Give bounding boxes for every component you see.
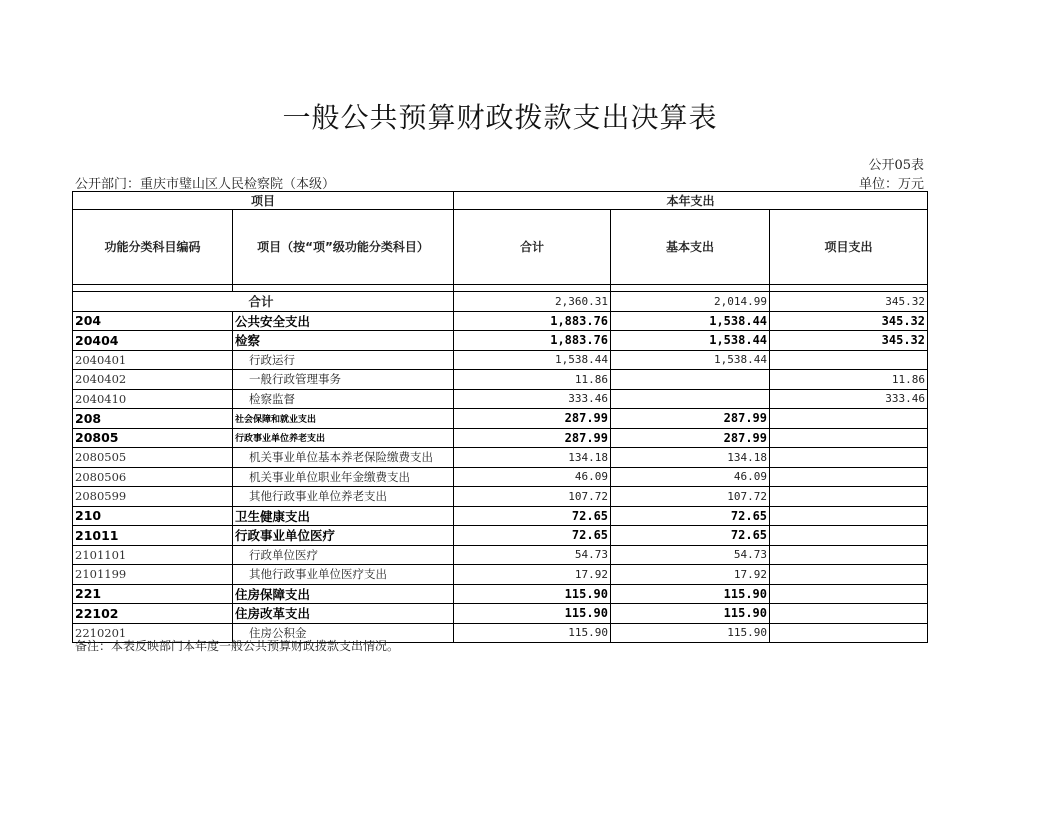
cell-total: 1,538.44 (454, 350, 611, 370)
cell-total: 115.90 (454, 623, 611, 643)
cell-code: 2040402 (73, 370, 233, 390)
table-row (73, 526, 928, 546)
cell-name: 行政事业单位养老支出 (233, 428, 454, 448)
header-row-group (73, 192, 928, 210)
expenditure-table (72, 191, 928, 643)
cell-project: 345.32 (770, 311, 928, 331)
cell-project (770, 545, 928, 565)
table-row (73, 370, 928, 390)
cell-code: 2080506 (73, 467, 233, 487)
cell-total: 115.90 (454, 584, 611, 604)
header-name: 项目（按“项”级功能分类科目） (233, 210, 454, 285)
header-project: 项目支出 (770, 210, 928, 285)
cell-code: 208 (73, 409, 233, 429)
cell-code: 2080599 (73, 487, 233, 507)
header-basic: 基本支出 (611, 210, 770, 285)
cell-name: 行政运行 (233, 350, 454, 370)
header-current-year: 本年支出 (454, 192, 928, 210)
cell-total: 287.99 (454, 428, 611, 448)
cell-name: 检察监督 (233, 389, 454, 409)
table-row (73, 331, 928, 351)
cell-code: 22102 (73, 604, 233, 624)
cell-total: 17.92 (454, 565, 611, 585)
cell-project (770, 526, 928, 546)
cell-project (770, 350, 928, 370)
cell-name: 社会保障和就业支出 (233, 409, 454, 429)
cell-total: 54.73 (454, 545, 611, 565)
cell-name: 公共安全支出 (233, 311, 454, 331)
cell-code: 204 (73, 311, 233, 331)
cell-total: 107.72 (454, 487, 611, 507)
cell-project: 333.46 (770, 389, 928, 409)
header-code: 功能分类科目编码 (73, 210, 233, 285)
table-row (73, 428, 928, 448)
cell-name: 合计 (233, 292, 454, 312)
cell-basic: 1,538.44 (611, 350, 770, 370)
cell-project: 345.32 (770, 292, 928, 312)
cell-total: 2,360.31 (454, 292, 611, 312)
cell-basic: 115.90 (611, 623, 770, 643)
cell-total: 72.65 (454, 526, 611, 546)
cell-project: 345.32 (770, 331, 928, 351)
table-row (73, 467, 928, 487)
cell-total: 1,883.76 (454, 331, 611, 351)
cell-code: 21011 (73, 526, 233, 546)
cell-project (770, 428, 928, 448)
cell-name: 机关事业单位基本养老保险缴费支出 (233, 448, 454, 468)
cell-total: 115.90 (454, 604, 611, 624)
cell-total: 287.99 (454, 409, 611, 429)
cell-total: 46.09 (454, 467, 611, 487)
header-item: 项目 (73, 192, 454, 210)
cell-code (73, 292, 233, 312)
cell-basic: 115.90 (611, 584, 770, 604)
cell-name: 住房公积金 (233, 623, 454, 643)
cell-code: 2210201 (73, 623, 233, 643)
cell-code: 2040410 (73, 389, 233, 409)
cell-project (770, 565, 928, 585)
cell-code: 210 (73, 506, 233, 526)
cell-basic (611, 370, 770, 390)
cell-name: 一般行政管理事务 (233, 370, 454, 390)
cell-basic: 1,538.44 (611, 311, 770, 331)
cell-name: 卫生健康支出 (233, 506, 454, 526)
form-number: 公开05表 (868, 158, 924, 173)
cell-basic: 1,538.44 (611, 331, 770, 351)
cell-code: 221 (73, 584, 233, 604)
cell-code: 20805 (73, 428, 233, 448)
page-title: 一般公共预算财政拨款支出决算表 (282, 101, 718, 134)
table-row (73, 311, 928, 331)
cell-total: 134.18 (454, 448, 611, 468)
cell-code: 2040401 (73, 350, 233, 370)
cell-name: 行政事业单位医疗 (233, 526, 454, 546)
cell-code: 2101199 (73, 565, 233, 585)
table-row (73, 389, 928, 409)
table-row (73, 584, 928, 604)
cell-project (770, 604, 928, 624)
cell-project (770, 506, 928, 526)
cell-basic: 46.09 (611, 467, 770, 487)
table-body (73, 292, 928, 643)
cell-basic: 134.18 (611, 448, 770, 468)
cell-name: 其他行政事业单位医疗支出 (233, 565, 454, 585)
cell-name: 机关事业单位职业年金缴费支出 (233, 467, 454, 487)
cell-code: 2080505 (73, 448, 233, 468)
unit-label: 单位：万元 (858, 177, 924, 192)
cell-total: 72.65 (454, 506, 611, 526)
table-row (73, 487, 928, 507)
cell-basic: 107.72 (611, 487, 770, 507)
cell-project (770, 467, 928, 487)
cell-total: 11.86 (454, 370, 611, 390)
table-row (73, 350, 928, 370)
cell-basic: 115.90 (611, 604, 770, 624)
cell-name: 行政单位医疗 (233, 545, 454, 565)
table-row (73, 448, 928, 468)
cell-project (770, 584, 928, 604)
cell-project (770, 448, 928, 468)
table-row (73, 565, 928, 585)
table-row (73, 506, 928, 526)
cell-project (770, 409, 928, 429)
cell-name: 住房改革支出 (233, 604, 454, 624)
table-row (73, 604, 928, 624)
cell-name: 其他行政事业单位养老支出 (233, 487, 454, 507)
header-spacer-row (73, 285, 928, 292)
table-row (73, 545, 928, 565)
cell-total: 1,883.76 (454, 311, 611, 331)
header-total: 合计 (454, 210, 611, 285)
cell-project (770, 487, 928, 507)
cell-name: 住房保障支出 (233, 584, 454, 604)
cell-basic: 72.65 (611, 526, 770, 546)
department-label: 公开部门：重庆市璧山区人民检察院（本级） (75, 177, 336, 192)
cell-basic: 287.99 (611, 409, 770, 429)
cell-basic: 54.73 (611, 545, 770, 565)
cell-basic (611, 389, 770, 409)
cell-name: 检察 (233, 331, 454, 351)
table-row (73, 409, 928, 429)
footnote: 备注：本表反映部门本年度一般公共预算财政拨款支出情况。 (75, 639, 400, 653)
cell-code: 2101101 (73, 545, 233, 565)
header-row-columns (73, 210, 928, 285)
cell-code: 20404 (73, 331, 233, 351)
cell-basic: 72.65 (611, 506, 770, 526)
cell-basic: 17.92 (611, 565, 770, 585)
cell-project: 11.86 (770, 370, 928, 390)
cell-project (770, 623, 928, 643)
cell-basic: 2,014.99 (611, 292, 770, 312)
table-row (73, 292, 928, 312)
cell-basic: 287.99 (611, 428, 770, 448)
cell-total: 333.46 (454, 389, 611, 409)
